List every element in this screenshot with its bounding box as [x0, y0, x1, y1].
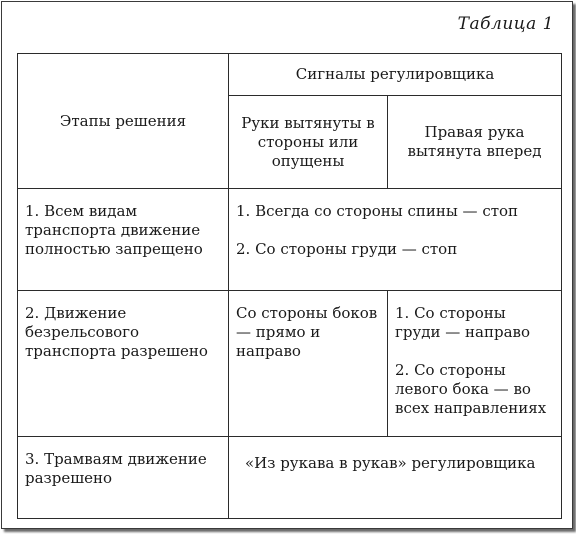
step-1-text: 1. Всем видам транспорта движение полностью запрещено — [25, 202, 203, 258]
header-right-arm — [388, 96, 562, 189]
step-3-text: 3. Трамваям движение разрешено — [25, 450, 207, 487]
row1-signal-2: 2. Со стороны груди — стоп — [236, 240, 458, 258]
row2-right-arm-2: 2. Со стороны левого бока — во всех направлениях — [395, 361, 547, 417]
signals-cell — [229, 189, 562, 291]
step-cell — [18, 291, 229, 437]
table-caption: Таблица 1 — [457, 14, 554, 34]
header-arms-out-label: Руки вытянуты в стороны или опущены — [241, 113, 375, 170]
step-2-text: 2. Движение безрельсового транспорта разрешено — [25, 304, 208, 360]
table-row — [18, 189, 562, 291]
table-row — [18, 437, 562, 519]
right-arm-cell — [388, 291, 562, 437]
step-cell — [18, 437, 229, 519]
header-right-arm-label: Правая рука вытянута вперед — [407, 123, 542, 160]
row3-signals-text: «Из рукава в рукав» регулировщика — [245, 454, 536, 472]
header-stages-label: Этапы решения — [59, 111, 187, 130]
header-stages — [18, 54, 229, 189]
header-signals — [229, 54, 562, 96]
arms-out-cell — [229, 291, 388, 437]
row2-arms-out-text: Со стороны боков — прямо и направо — [236, 304, 378, 360]
signals-table — [17, 53, 562, 519]
step-cell — [18, 189, 229, 291]
table-row — [18, 291, 562, 437]
row1-signal-1: 1. Всегда со стороны спины — стоп — [236, 202, 519, 220]
signals-cell — [229, 437, 562, 519]
header-signals-label: Сигналы регулировщика — [295, 65, 495, 83]
row2-right-arm-1: 1. Со стороны груди — направо — [395, 304, 531, 341]
table-frame — [1, 1, 573, 529]
header-arms-out — [229, 96, 388, 189]
